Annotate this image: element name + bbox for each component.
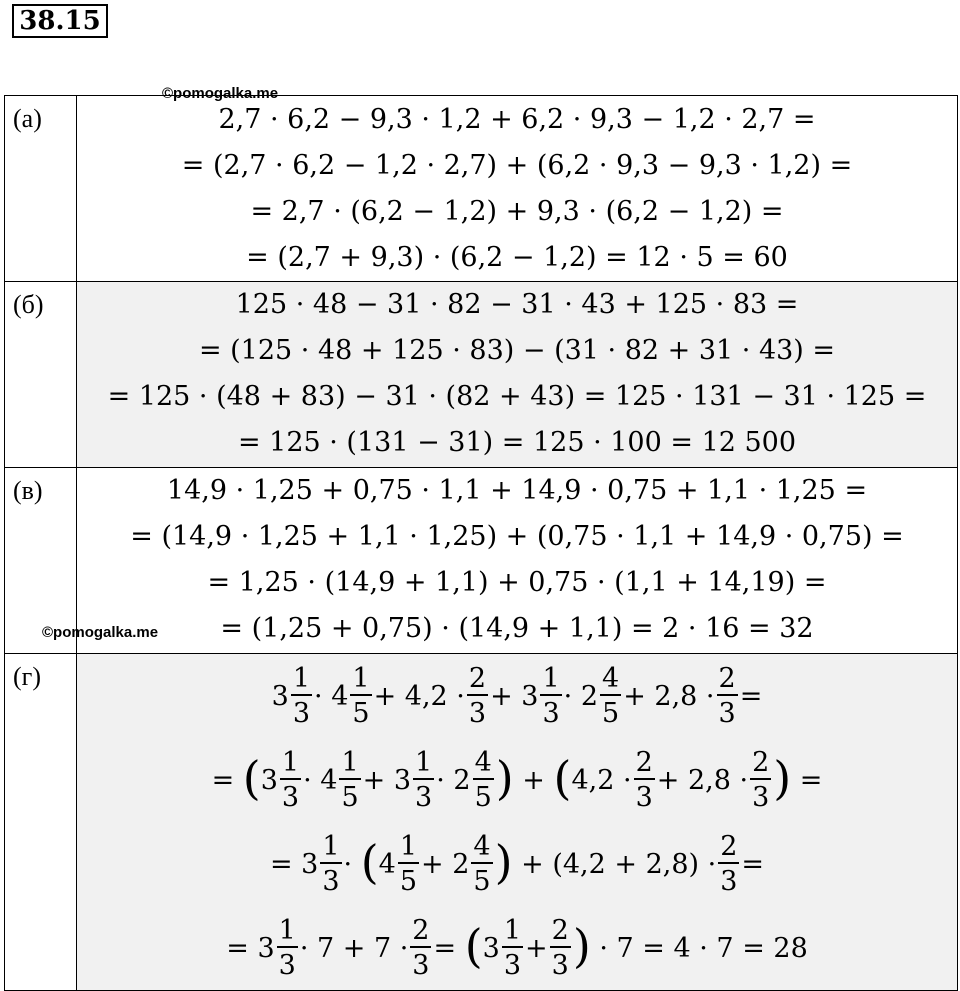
- fraction: [634, 749, 655, 811]
- fraction: [350, 665, 371, 727]
- big-parenthesis: ): [572, 919, 591, 973]
- equation-text: · 2: [436, 764, 471, 796]
- fraction-equations: [77, 654, 957, 990]
- numerator: 1: [399, 831, 418, 862]
- row-label: (а): [5, 96, 77, 282]
- numerator: 1: [415, 747, 433, 778]
- big-parenthesis: (: [464, 919, 483, 973]
- denominator: 3: [292, 698, 311, 729]
- equation-line: = 2,7 · (6,2 − 1,2) + 9,3 · (6,2 − 1,2) =: [250, 196, 784, 227]
- denominator: 3: [635, 782, 653, 813]
- equation-text: · 4: [303, 764, 338, 796]
- equation-text: 3: [271, 680, 289, 712]
- numerator: 1: [352, 663, 370, 694]
- equation-text: = 3: [269, 848, 319, 880]
- numerator: 2: [412, 915, 430, 946]
- big-parenthesis: (: [242, 751, 261, 805]
- fraction: [467, 665, 488, 727]
- equation-text: · 7 + 7 ·: [299, 932, 409, 964]
- numerator: 1: [542, 663, 560, 694]
- numerator: 4: [473, 831, 491, 862]
- solution-row-b: [5, 282, 958, 468]
- denominator: 3: [752, 782, 770, 813]
- equation-text: + 2,8 ·: [623, 680, 715, 712]
- denominator: 3: [718, 698, 736, 729]
- equation-text: +: [525, 932, 548, 964]
- denominator: 3: [281, 782, 300, 813]
- equation-line: [77, 654, 957, 738]
- big-parenthesis: (: [553, 751, 572, 805]
- equation-line: 14,9 · 1,25 + 0,75 · 1,1 + 14,9 · 0,75 + 1,1 · 1,25 =: [166, 475, 868, 506]
- equation-line: = (2,7 · 6,2 − 1,2 · 2,7) + (6,2 · 9,3 − 9,3 · 1,2) =: [181, 150, 853, 181]
- solution-table: [4, 95, 958, 991]
- solution-row-a: [5, 96, 958, 282]
- numerator: 2: [468, 663, 487, 694]
- equation-text: + 2,8 ·: [656, 764, 749, 796]
- numerator: 4: [474, 747, 492, 778]
- equation-text: + 4,2 ·: [373, 680, 465, 712]
- denominator: 5: [474, 782, 492, 813]
- equation-line: 2,7 · 6,2 − 9,3 · 1,2 + 6,2 · 9,3 − 1,2 · 2,7 =: [218, 104, 816, 135]
- equation-line: = (14,9 · 1,25 + 1,1 · 1,25) + (0,75 · 1,1 + 14,9 · 0,75) =: [130, 521, 904, 552]
- equation-text: · 2: [563, 680, 598, 712]
- big-parenthesis: (: [360, 835, 379, 889]
- fraction: [413, 749, 434, 811]
- equation-line: = (2,7 + 9,3) · (6,2 − 1,2) = 12 · 5 = 60: [246, 242, 788, 273]
- fraction: [717, 665, 738, 727]
- denominator: 5: [399, 866, 418, 897]
- denominator: 5: [473, 866, 491, 897]
- numerator: 1: [292, 663, 311, 694]
- numerator: 2: [720, 831, 738, 862]
- fraction: [750, 749, 771, 811]
- solution-row-d: [5, 654, 958, 991]
- row-label: (г): [5, 654, 77, 991]
- fraction: [600, 665, 621, 727]
- row-label: (б): [5, 282, 77, 468]
- big-parenthesis: ): [773, 751, 792, 805]
- equation-text: =: [741, 848, 765, 880]
- denominator: 3: [322, 866, 340, 897]
- fraction: [718, 833, 739, 895]
- denominator: 3: [412, 950, 430, 981]
- equation-text: ·: [343, 848, 361, 880]
- fraction: [550, 917, 571, 979]
- equation-text: =: [211, 764, 243, 796]
- numerator: 4: [602, 663, 620, 694]
- row-label: (в): [5, 468, 77, 654]
- row-body: [77, 654, 958, 991]
- fraction: [398, 833, 419, 895]
- fraction: [540, 665, 561, 727]
- equation-text: = 3: [226, 932, 275, 964]
- fraction: [320, 833, 341, 895]
- row-body: [77, 282, 958, 468]
- big-parenthesis: ): [495, 751, 514, 805]
- row-body: [77, 96, 958, 282]
- equation-line: = (125 · 48 + 125 · 83) − (31 · 82 + 31 · 43) =: [198, 335, 836, 366]
- numerator: 1: [341, 747, 359, 778]
- denominator: 3: [468, 698, 487, 729]
- fraction: [502, 917, 523, 979]
- numerator: 1: [281, 747, 300, 778]
- denominator: 3: [415, 782, 433, 813]
- numerator: 2: [635, 747, 653, 778]
- equation-text: =: [739, 680, 763, 712]
- fraction: [291, 665, 312, 727]
- equation-text: + 3: [362, 764, 412, 796]
- equation-text: 3: [482, 932, 500, 964]
- numerator: 1: [278, 915, 296, 946]
- denominator: 3: [542, 698, 560, 729]
- equation-text: · 7 = 4 · 7 = 28: [590, 932, 808, 964]
- row-body: [77, 468, 958, 654]
- numerator: 2: [718, 663, 736, 694]
- fraction: [339, 749, 360, 811]
- equation-line: 125 · 48 − 31 · 82 − 31 · 43 + 125 · 83 =: [235, 289, 799, 320]
- denominator: 5: [352, 698, 370, 729]
- fraction: [471, 833, 492, 895]
- fraction: [410, 917, 431, 979]
- denominator: 3: [551, 950, 569, 981]
- fraction: [473, 749, 494, 811]
- equation-text: 3: [260, 764, 278, 796]
- equation-line: [77, 822, 957, 906]
- denominator: 5: [602, 698, 620, 729]
- equation-text: =: [791, 764, 823, 796]
- equation-text: 4,2 ·: [571, 764, 632, 796]
- equation-text: 4: [378, 848, 396, 880]
- equation-text: · 4: [314, 680, 349, 712]
- denominator: 3: [278, 950, 296, 981]
- equation-line: [77, 906, 957, 990]
- equation-text: +: [513, 764, 554, 796]
- equation-line: = 125 · (131 − 31) = 125 · 100 = 12 500: [237, 427, 797, 458]
- fraction: [277, 917, 298, 979]
- equation-line: = (1,25 + 0,75) · (14,9 + 1,1) = 2 · 16 = 32: [220, 613, 814, 644]
- equation-line: = 125 · (48 + 83) − 31 · (82 + 43) = 125 · 131 − 31 · 125 =: [107, 381, 927, 412]
- big-parenthesis: ): [494, 835, 513, 889]
- numerator: 1: [503, 915, 522, 946]
- equation-line: = 1,25 · (14,9 + 1,1) + 0,75 · (1,1 + 14,19) =: [207, 567, 827, 598]
- numerator: 2: [551, 915, 569, 946]
- equation-text: + 2: [421, 848, 470, 880]
- equation-text: =: [433, 932, 465, 964]
- denominator: 3: [503, 950, 522, 981]
- watermark: ©pomogalka.me: [162, 85, 279, 102]
- numerator: 1: [322, 831, 340, 862]
- problem-number: 38.15: [12, 4, 108, 38]
- fraction: [280, 749, 301, 811]
- equation-text: + 3: [490, 680, 539, 712]
- denominator: 5: [341, 782, 359, 813]
- denominator: 3: [720, 866, 738, 897]
- equation-text: + (4,2 + 2,8) ·: [512, 848, 717, 880]
- numerator: 2: [752, 747, 770, 778]
- equation-line: [77, 738, 957, 822]
- watermark: ©pomogalka.me: [42, 624, 159, 641]
